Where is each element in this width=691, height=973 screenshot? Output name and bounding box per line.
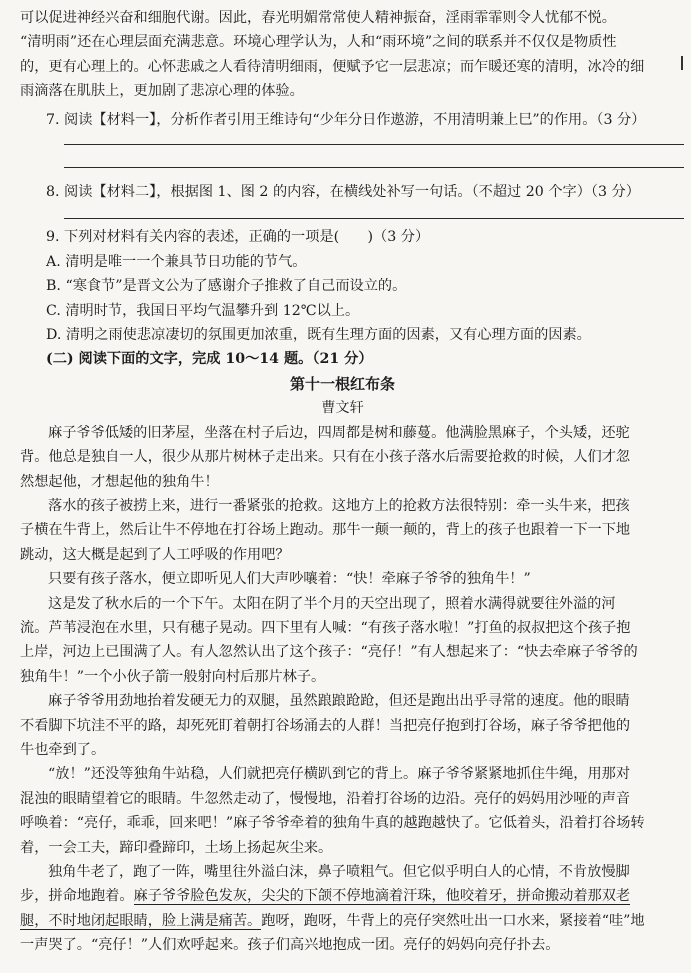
text-line [20, 884, 665, 908]
text-line: 不看脚下坑洼不平的路，却死死盯着朝打谷场涌去的人群！当把亮仔抱到打谷场，麻子爷爷把他的 [20, 717, 631, 734]
paragraph-4 [20, 592, 665, 690]
text-line: 雨滴落在肌肤上，更加剧了悲凉心理的体验。 [20, 83, 304, 100]
text-line: 的，更有心理上的。心怀悲戚之人看待清明细雨，便赋予它一层悲凉；而乍暖还寒的清明，冰冷的细 [20, 58, 645, 75]
underlined-text: 腿，不时地闭起眼睛，脸上满是痛苦。 [20, 912, 262, 929]
answer-line-q8[interactable] [64, 218, 684, 219]
question-7: 7. 阅读【材料一】，分析作者引用王维诗句“少年分日作遨游，不用清明兼上巳”的作用。（3 分） [46, 111, 646, 128]
text-line: 可以促进神经兴奋和细胞代谢。因此，春光明媚常常使人精神振奋，淫雨霏霏则令人忧郁不悦。 [20, 10, 616, 26]
answer-line-q7-2[interactable] [64, 167, 684, 168]
text-line: “清明雨”还在心理层面充满悲意。环境心理学认为，人和“雨环境”之间的联系并不仅仅是物质性 [20, 34, 617, 51]
story-author: 曹文轩 [321, 400, 364, 417]
paragraph-2 [20, 494, 665, 567]
underlined-text: 麻子爷爷脸色发灰，尖尖的下颌不停地滴着汗珠，他咬着牙，拼命搬动着那双老 [133, 888, 631, 905]
text-line: 落水的孩子被捞上来，进行一番紧张的抢救。这地方上的抢救方法很特别：牵一头牛来，把孩 [48, 497, 630, 514]
text-line: 牛也牵到了。 [20, 741, 106, 758]
option-b[interactable]: B. “寒食节”是晋文公为了感谢介子推救了自己而设立的。 [46, 278, 407, 295]
text-line: 麻子爷爷用劲地抬着发硬无力的双腿，虽然踉踉跄跄，但还是跑出出乎寻常的速度。他的眼睛 [48, 693, 630, 710]
text-line: 着，一会工夫，蹄印叠蹄印，土场上扬起灰尘来。 [20, 839, 333, 856]
text-line: 呼唤着：“亮仔，乖乖，回来吧！”麻子爷爷牵着的独角牛真的越跑越快了。它低着头，沿着打谷场转 [20, 815, 645, 832]
text-line: 这是发了秋水后的一个下午。太阳在阴了半个月的天空出现了，照着水满得就要往外溢的河 [48, 595, 616, 612]
material-one-tail [20, 6, 665, 104]
section-heading: (二) 阅读下面的文字，完成 10～14 题。（21 分） [46, 351, 373, 368]
text-line: 上岸，河边上已围满了人。有人忽然认出了这个孩子：“亮仔！”有人想起来了：“快去牵麻子爷爷的 [20, 644, 638, 661]
option-d[interactable]: D. 清明之雨使悲凉凄切的氛围更加浓重，既有生理方面的因素，又有心理方面的因素。 [46, 327, 591, 344]
text-line: 跳动，这大概是起到了人工呼吸的作用吧？ [20, 546, 290, 563]
question-9: 9. 下列对材料有关内容的表述，正确的一项是( )（3 分） [46, 229, 430, 246]
text-line: 背。他总是独自一人，很少从那片树林子走出来。只有在小孩子落水后需要抢救的时候，人们才忽 [20, 449, 631, 466]
page-edge-mark [681, 56, 683, 70]
paragraph-1 [20, 421, 665, 494]
text-line: 然想起他，才想起他的独角牛！ [20, 473, 219, 490]
plain-text: 跑呀，跑呀，牛背上的亮仔突然吐出一口水来，紧接着“哇”地 [261, 912, 645, 929]
text-line: “放！”还没等独角牛站稳，人们就把亮仔横趴到它的背上。麻子爷爷紧紧地抓住牛绳，用那对 [48, 766, 631, 783]
paragraph-5 [20, 689, 665, 762]
text-line: 独角牛老了，跑了一阵，嘴里往外溢白沫，鼻子喷粗气。但它似乎明白人的心情，不肯放慢脚 [48, 864, 630, 880]
text-line: 一声哭了。“亮仔！”人们欢呼起来。孩子们高兴地抱成一团。亮仔的妈妈向亮仔扑去。 [20, 937, 560, 954]
text-line: 独角牛！”一个小伙子箭一般射向村后那片林子。 [20, 668, 326, 685]
paragraph-7 [20, 860, 665, 958]
paragraph-3: 只要有孩子落水，便立即听见人们大声吵嚷着：“快！牵麻子爷爷的独角牛！” [48, 571, 531, 588]
option-a[interactable]: A. 清明是唯一一个兼具节日功能的节气。 [46, 253, 307, 270]
plain-text: 步，拼命地跑着。 [20, 888, 134, 905]
text-line [20, 909, 665, 933]
answer-line-q7-1[interactable] [64, 144, 684, 145]
text-line: 混浊的眼睛望着它的眼睛。牛忽然走动了，慢慢地，沿着打谷场的边沿。亮仔的妈妈用沙哑的声音 [20, 790, 631, 807]
story-title: 第十一根红布条 [289, 374, 395, 393]
question-8: 8. 阅读【材料二】，根据图 1、图 2 的内容，在横线处补写一句话。（不超过 20 个字）（3 分） [46, 184, 640, 201]
text-line: 子横在牛背上，然后让牛不停地在打谷场上跑动。那牛一颠一颠的，背上的孩子也跟着一下一下地 [20, 522, 631, 539]
text-line: 麻子爷爷低矮的旧茅屋，坐落在村子后边，四周都是树和藤蔓。他满脸黑麻子，个头矮，还驼 [48, 424, 630, 441]
text-line: 流。芦苇浸泡在水里，只有穗子晃动。四下里有人喊：“有孩子落水啦！”打鱼的叔叔把这个孩子抱 [20, 619, 631, 636]
paragraph-6 [20, 762, 665, 860]
option-c[interactable]: C. 清明时节，我国日平均气温攀升到 12℃以上。 [46, 302, 360, 319]
